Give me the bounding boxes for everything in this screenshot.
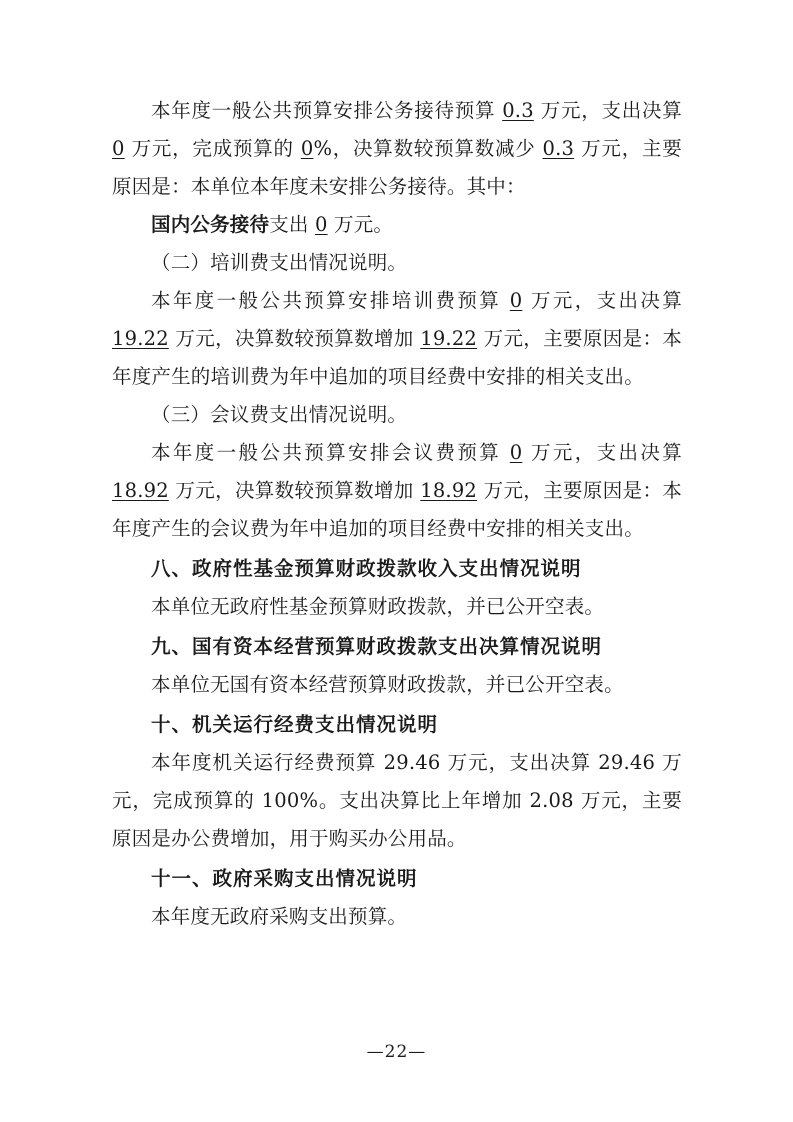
- text-run: 万元，主要原因是：本单位本年度未安排公务接待。其中：: [112, 137, 682, 198]
- underlined-value: 0: [112, 137, 125, 160]
- underlined-value: 18.92: [112, 479, 169, 502]
- body-paragraph: [112, 744, 682, 858]
- text-run: 支出: [269, 213, 316, 236]
- text-run: （三）会议费支出情况说明。: [151, 403, 408, 426]
- bold-text: 十一、政府采购支出情况说明: [151, 867, 418, 890]
- text-run: 万元，主要原因是：本年度产生的培训费为年中追加的项目经费中安排的相关支出。: [112, 327, 683, 388]
- underlined-value: 0: [509, 441, 523, 464]
- underlined-value: 19.22: [112, 327, 169, 350]
- bold-text: 十、机关运行经费支出情况说明: [151, 713, 439, 736]
- body-paragraph: [112, 396, 682, 434]
- text-run: 万元。: [327, 213, 394, 236]
- text-run: 万元，完成预算的: [124, 137, 301, 160]
- underlined-value: 19.22: [420, 327, 478, 350]
- body-paragraph: [112, 244, 682, 282]
- bold-text: 八、政府性基金预算财政拨款收入支出情况说明: [151, 557, 582, 580]
- text-run: 本单位无政府性基金预算财政拨款，并已公开空表。: [151, 595, 605, 618]
- body-paragraph: [112, 588, 682, 626]
- text-run: 万元，支出决算: [522, 441, 682, 464]
- text-run: 本年度一般公共预算安排公务接待预算: [151, 99, 503, 122]
- body-paragraph: [112, 92, 682, 206]
- body-paragraph: [112, 666, 682, 704]
- text-run: 本年度一般公共预算安排会议费预算: [151, 441, 510, 464]
- document-body: [112, 92, 682, 936]
- bold-text: 九、国有资本经营预算财政拨款支出决算情况说明: [151, 635, 603, 658]
- underlined-value: 18.92: [420, 479, 478, 502]
- page-number: —22—: [366, 1042, 427, 1062]
- text-run: 万元，支出决算: [522, 289, 682, 312]
- body-paragraph: [112, 206, 682, 244]
- section-heading: [112, 860, 682, 898]
- underlined-value: 0: [509, 289, 523, 312]
- text-run: 万元，支出决算: [533, 99, 682, 122]
- body-paragraph: [112, 898, 682, 936]
- section-heading: [112, 550, 682, 588]
- text-run: 万元，决算数较预算数增加: [168, 479, 421, 502]
- underlined-value: 0.3: [542, 137, 575, 160]
- section-heading: [112, 628, 682, 666]
- bold-text: 国内公务接待: [151, 213, 270, 236]
- text-run: 万元，主要原因是：本年度产生的会议费为年中追加的项目经费中安排的相关支出。: [112, 479, 683, 540]
- underlined-value: 0.3: [502, 99, 534, 122]
- text-run: 本年度机关运行经费预算 29.46 万元，支出决算 29.46 万元，完成预算的 100%。支出决算比上年增加 2.08 万元，主要原因是办公费增加，用于购买办公用品。: [112, 751, 682, 850]
- underlined-value: 0: [315, 213, 328, 236]
- text-run: 本年度一般公共预算安排培训费预算: [151, 289, 510, 312]
- section-heading: [112, 706, 682, 744]
- underlined-value: 0: [300, 137, 314, 160]
- text-run: %，决算数较预算数减少: [313, 137, 543, 160]
- body-paragraph: [112, 282, 682, 396]
- text-run: 万元，决算数较预算数增加: [168, 327, 421, 350]
- text-run: （二）培训费支出情况说明。: [151, 251, 408, 274]
- text-run: 本年度无政府采购支出预算。: [151, 905, 408, 928]
- body-paragraph: [112, 434, 682, 548]
- text-run: 本单位无国有资本经营预算财政拨款，并已公开空表。: [151, 673, 624, 696]
